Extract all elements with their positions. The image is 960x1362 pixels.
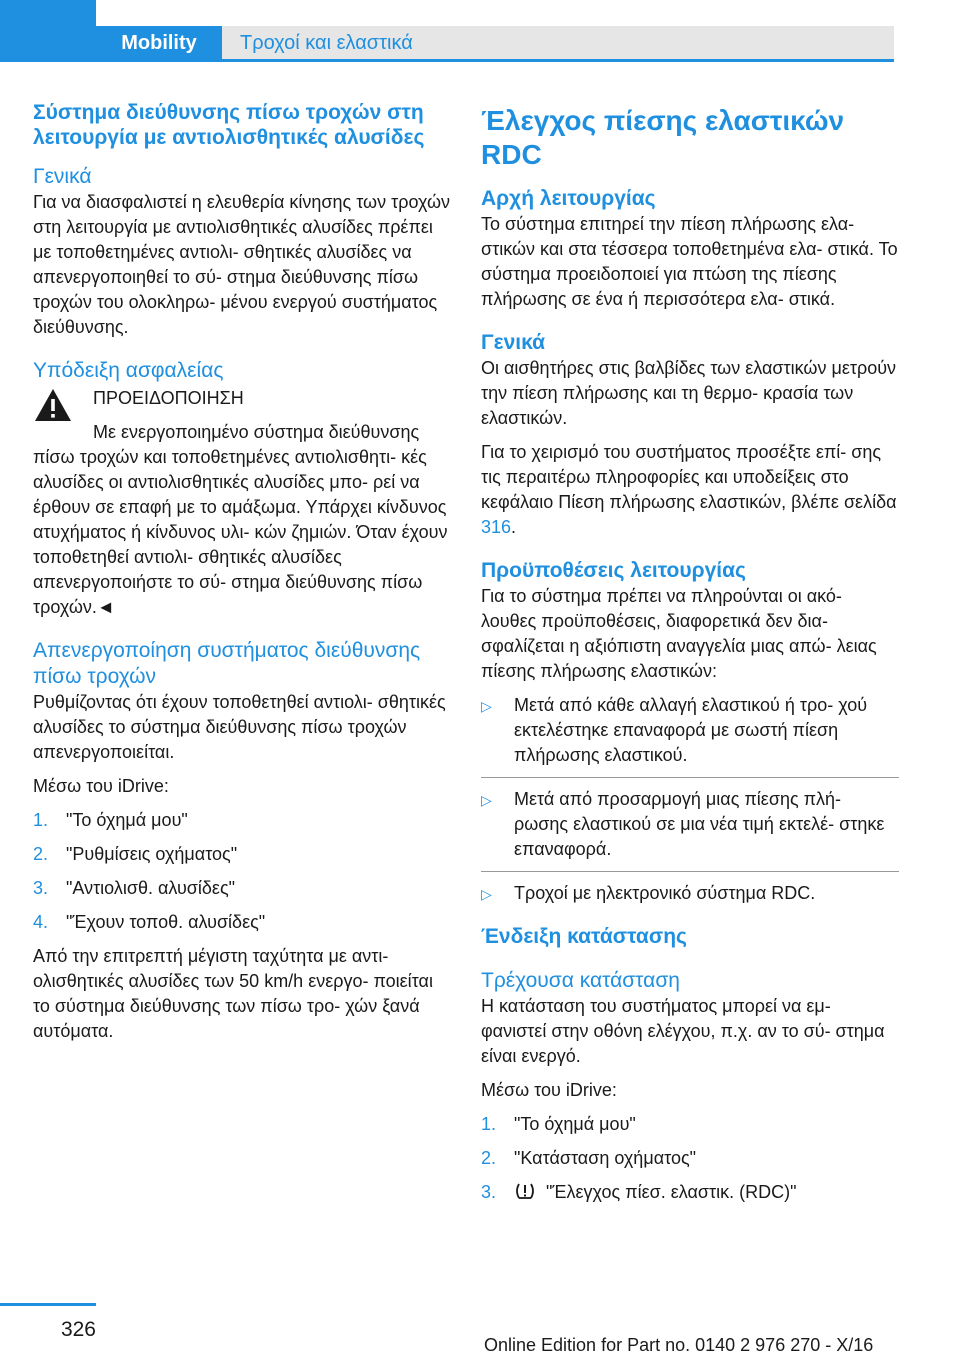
idrive-label: Μέσω του iDrive: xyxy=(33,776,169,796)
right-column xyxy=(481,100,899,1214)
warning-text: πίσω τροχών και τοποθετημένες αντιολισθητι‐ κές αλυσίδες οι αντιολισθητικές αλυσίδες μπο‐ ρεί να έρθουν σε επαφή με το αμάξωμα. Υπάρχει κίνδυνος ατυχήματος ή κίνδυνος υλι‐ κών ζημιών. Όταν έχουν τοποθετηθεί αντιολι‐ σθητικές αλυσίδες απενεργοποιήστε το σύ‐ στημα διεύθυνσης πίσω τροχών.◄ xyxy=(33,447,448,617)
deactivate-paragraph: Ρυθμίζοντας ότι έχουν τοποθετηθεί αντιολι‐ σθητικές αλυσίδες το σύστημα διεύθυνσης πίσω τροχών απενεργοποιείται. xyxy=(33,692,446,762)
list-item: 2. "Κατάσταση οχήματος" xyxy=(481,1148,697,1168)
page-reference-link[interactable]: 316 xyxy=(481,517,512,537)
page-number: 326 xyxy=(60,1318,96,1341)
principle-paragraph: Το σύστημα επιτηρεί την πίεση πλήρωσης ελα‐ στικών και στα τέσσερα τοποθετημένα ελα‐ στικά. Το σύστημα προειδοποιεί για πτώση της πίεσης πλήρωσης σε ένα ή περισσότερα ελα‐ στικά. xyxy=(481,214,898,309)
subheading-principle: Αρχή λειτουργίας xyxy=(481,187,656,210)
general-paragraph: Για να διασφαλιστεί η ελευθερία κίνησης των τροχών στη λειτουργία με αντιολισθητικές αλυσίδες πρέπει με τοποθετημένες αντιολι‐ σθητικές αλυσίδες να απενεργοποιηθεί το σύ‐ στημα διεύθυνσης πίσω τροχών του ολοκληρω‐ μένου ενεργού συστήματος διεύθυνσης. xyxy=(33,192,451,337)
list-item: 3. "Αντιολισθ. αλυσίδες" xyxy=(33,878,236,898)
list-item: 4. "Έχουν τοποθ. αλυσίδες" xyxy=(33,912,266,932)
subheading-current-status: Τρέχουσα κατάσταση xyxy=(481,969,680,992)
closing-paragraph: Από την επιτρεπτή μέγιστη ταχύτητα με αντι‐ ολισθητικές αλυσίδες των 50 km/h ενεργο‐ ποιείται το σύστημα διεύθυνσης των πίσω τρο‐ χών ξανά αυτόματα. xyxy=(33,946,433,1041)
list-divider xyxy=(481,871,899,872)
general-rdc-paragraph-2: Για το χειρισμό του συστήματος προσέξτε επί‐ σης τις περαιτέρω πληροφορίες και υποδείξεις στο κεφάλαιο Πίεση πλήρωσης ελαστικών, βλέπε σελίδα 316. xyxy=(481,442,897,537)
warning-first-line: Με ενεργοποιημένο σύστημα διεύθυνσης xyxy=(93,422,420,442)
header-band xyxy=(0,0,96,60)
bullet-triangle-icon: ▷ xyxy=(481,792,492,808)
list-item: 1. "Το όχημά μου" xyxy=(33,810,188,830)
subheading-prerequisites: Προϋποθέσεις λειτουργίας xyxy=(481,559,746,582)
chapter-tab[interactable]: Τροχοί και ελαστικά xyxy=(222,26,894,60)
idrive-steps-list xyxy=(33,808,451,935)
header-divider xyxy=(0,59,894,62)
warning-title: ΠΡΟΕΙΔΟΠΟΙΗΣΗ xyxy=(93,388,244,408)
left-column xyxy=(33,100,451,1044)
section-title-rdc: Έλεγχος πίεσης ελαστικών RDC xyxy=(481,105,845,170)
prerequisites-paragraph: Για το σύστημα πρέπει να πληρούνται οι ακό‐ λουθες προϋποθέσεις, διαφορετικά δεν δια‐ σφαλίζεται η αξιόπιστη αναγγελία μιας απώ‐ λειας πίεσης πλήρωσης ελαστικών: xyxy=(481,586,877,681)
subheading-general-rdc: Γενικά xyxy=(481,331,546,354)
list-item: ▷ Μετά από προσαρμογή μιας πίεσης πλή‐ ρωσης ελαστικού σε μια νέα τιμή εκτελέ‐ στηκε επαναφορά. xyxy=(481,789,885,859)
subheading-safety: Υπόδειξη ασφαλείας xyxy=(33,359,224,382)
list-item: ▷ Τροχοί με ηλεκτρονικό σύστημα RDC. xyxy=(481,881,899,906)
section-title-rear-steering: Σύστημα διεύθυνσης πίσω τροχών στη λειτουργία με αντιολισθητικές αλυσίδες xyxy=(33,101,425,149)
section-title-status: Ένδειξη κατάστασης xyxy=(481,925,687,948)
list-item: ▷ Μετά από κάθε αλλαγή ελαστικού ή τρο‐ χού εκτελέστηκε επαναφορά με σωστή πίεση πλήρωσης ελαστικού. xyxy=(481,695,868,765)
tire-pressure-icon xyxy=(514,1181,536,1201)
list-item: 1. "Το όχημά μου" xyxy=(481,1114,636,1134)
general-rdc-paragraph: Οι αισθητήρες στις βαλβίδες των ελαστικών μετρούν την πίεση πλήρωσης και τη θερμο‐ κρασία των ελαστικών. xyxy=(481,358,897,428)
prerequisites-list xyxy=(481,693,899,906)
warning-triangle-icon xyxy=(33,387,73,423)
current-status-paragraph: Η κατάσταση του συστήματος μπορεί να εμ‐ φανιστεί στην οθόνη ελέγχου, π.χ. αν το σύ‐ στημα είναι ενεργό. xyxy=(481,996,885,1066)
subheading-deactivate: Απενεργοποίηση συστήματος διεύθυνσης πίσω τροχών xyxy=(33,639,421,688)
list-item: 3. "Έλεγχος πίεσ. ελαστικ. (RDC)" xyxy=(481,1182,797,1202)
footer-divider xyxy=(0,1303,96,1306)
bullet-triangle-icon: ▷ xyxy=(481,698,492,714)
idrive-steps-list-rdc xyxy=(481,1112,899,1205)
section-tab[interactable]: Mobility xyxy=(96,26,222,60)
list-divider xyxy=(481,777,899,778)
warning-box xyxy=(33,386,451,620)
subheading-general: Γενικά xyxy=(33,165,92,188)
edition-footer: Online Edition for Part no. 0140 2 976 270 - X/16 xyxy=(484,1335,874,1355)
idrive-label-rdc: Μέσω του iDrive: xyxy=(481,1080,617,1100)
bullet-triangle-icon: ▷ xyxy=(481,886,492,902)
list-item: 2. "Ρυθμίσεις οχήματος" xyxy=(33,844,238,864)
